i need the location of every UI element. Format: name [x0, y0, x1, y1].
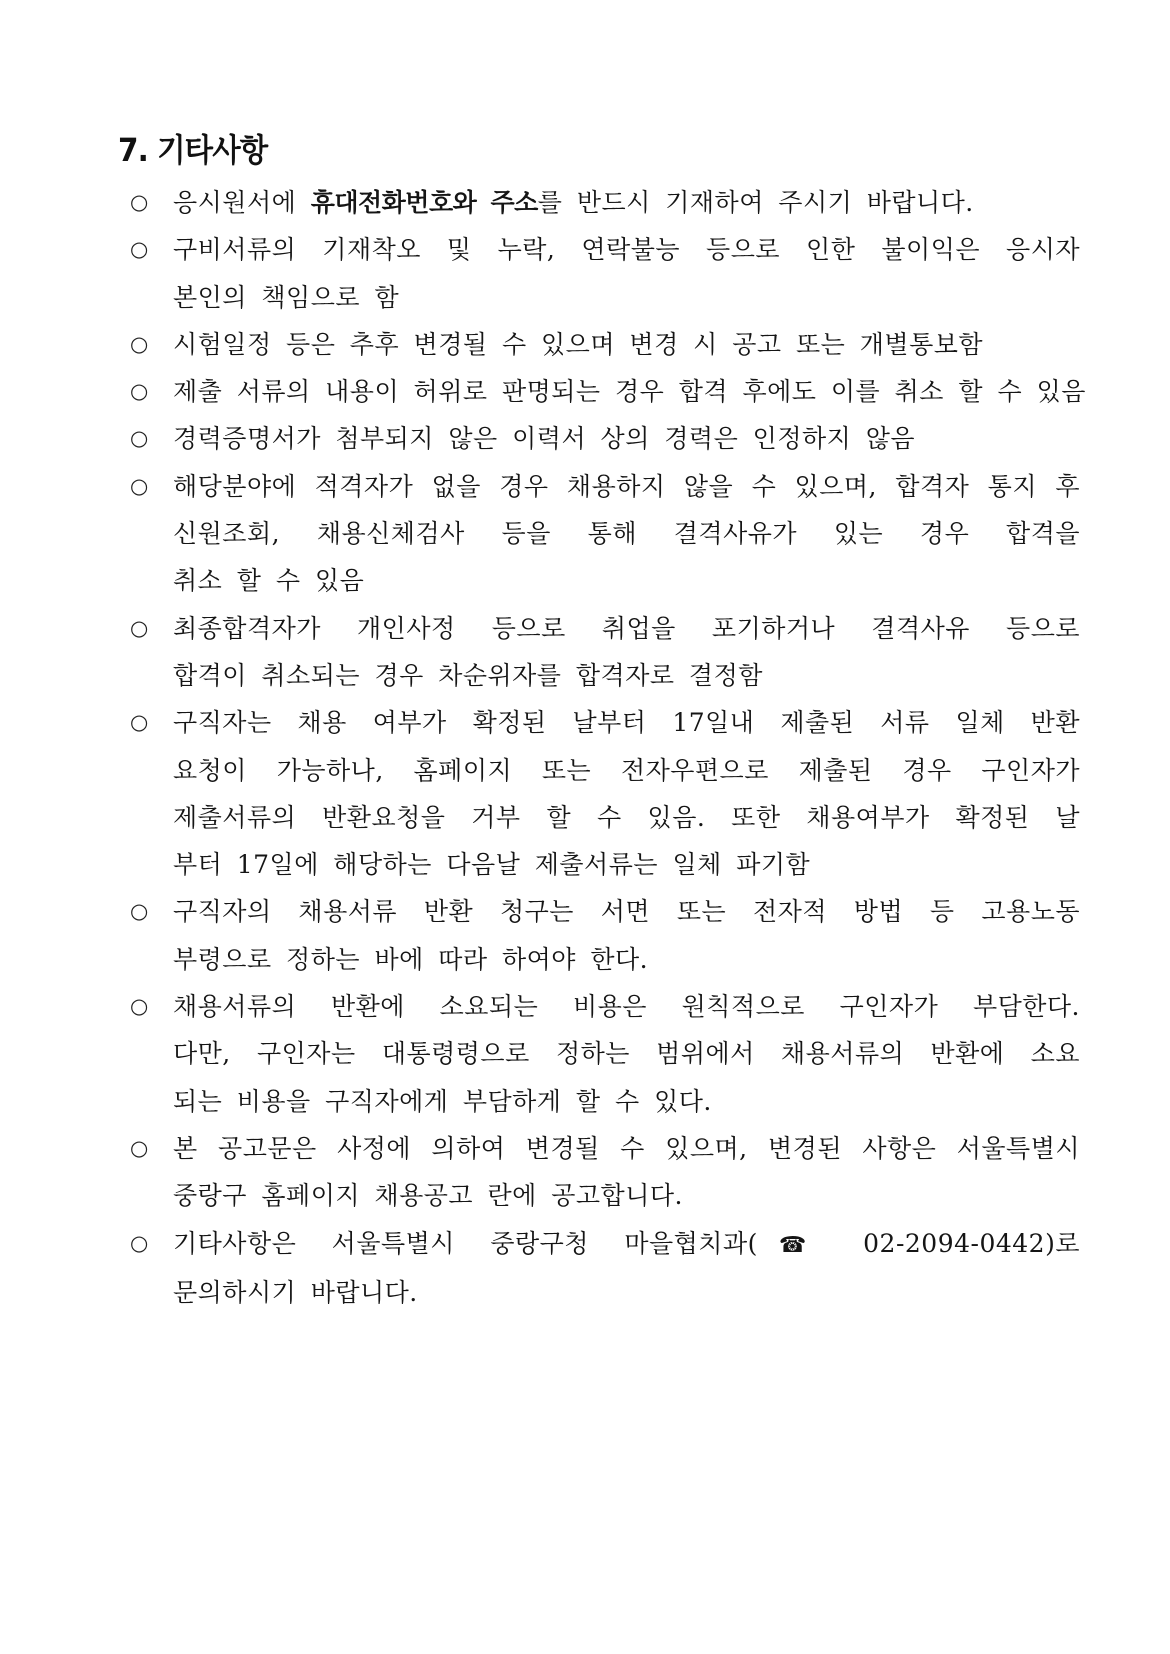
- circle-bullet-icon: ○: [130, 710, 149, 735]
- circle-bullet-icon: ○: [130, 899, 149, 924]
- list-item-line: 중랑구 홈페이지 채용공고 란에 공고합니다.: [173, 1181, 683, 1211]
- list-item: [130, 1125, 1080, 1220]
- circle-bullet-icon: ○: [130, 1135, 149, 1160]
- text-segment: 기타사항은 서울특별시 중랑구청 마을협치과(: [173, 1228, 758, 1258]
- text-segment: 02-2094-0442)로: [827, 1228, 1080, 1258]
- list-item-line: 본 공고문은 사정에 의하여 변경될 수 있으며, 변경된 사항은 서울특별시: [173, 1133, 1080, 1163]
- notice-list: [130, 179, 1086, 1316]
- circle-bullet-icon: ○: [130, 379, 149, 404]
- circle-bullet-icon: ○: [130, 473, 149, 498]
- list-item: [130, 605, 1080, 700]
- circle-bullet-icon: ○: [130, 331, 149, 356]
- list-item-line: 부터 17일에 해당하는 다음날 제출서류는 일체 파기함: [173, 850, 811, 880]
- text-segment: 를 반드시 기재하여 주시기 바랍니다.: [537, 188, 974, 217]
- list-item-line: 부령으로 정하는 바에 따라 하여야 한다.: [173, 944, 649, 974]
- circle-bullet-icon: ○: [130, 994, 149, 1019]
- circle-bullet-icon: ○: [130, 1230, 149, 1255]
- list-item-line: 최종합격자가 개인사정 등으로 취업을 포기하거나 결격사유 등으로: [173, 613, 1080, 643]
- list-item: [130, 1220, 1080, 1317]
- section-title: 7. 기타사항: [118, 131, 268, 169]
- list-item-line: [173, 179, 1080, 226]
- list-item-line: 요청이 가능하나, 홈페이지 또는 전자우편으로 제출된 경우 구인자가: [173, 755, 1080, 785]
- list-item-line: 구직자는 채용 여부가 확정된 날부터 17일내 제출된 서류 일체 반환: [173, 708, 1080, 738]
- list-item-line: 시험일정 등은 추후 변경될 수 있으며 변경 시 공고 또는 개별통보함: [173, 329, 984, 359]
- list-item-line: 채용서류의 반환에 소요되는 비용은 원칙적으로 구인자가 부담한다.: [173, 992, 1080, 1022]
- list-item: [130, 983, 1080, 1125]
- list-item-line: 제출 서류의 내용이 허위로 판명되는 경우 합격 후에도 이를 취소 할 수 있음: [173, 377, 1086, 407]
- list-item-line: 구비서류의 기재착오 및 누락, 연락불능 등으로 인한 불이익은 응시자: [173, 235, 1080, 265]
- list-item-line: 해당분야에 적격자가 없을 경우 채용하지 않을 수 있으며, 합격자 통지 후: [173, 471, 1080, 501]
- list-item-line: 본인의 책임으로 함: [173, 282, 400, 312]
- list-item-line: 구직자의 채용서류 반환 청구는 서면 또는 전자적 방법 등 고용노동: [173, 897, 1080, 927]
- list-item: [130, 179, 1080, 226]
- list-item-line: 제출서류의 반환요청을 거부 할 수 있음. 또한 채용여부가 확정된 날: [173, 802, 1080, 832]
- phone-icon: ☎: [757, 1232, 828, 1258]
- list-item-line: 경력증명서가 첨부되지 않은 이력서 상의 경력은 인정하지 않음: [173, 424, 916, 454]
- list-item-line: 합격이 취소되는 경우 차순위자를 합격자로 결정함: [173, 660, 763, 690]
- list-item-line: 취소 할 수 있음: [173, 566, 365, 596]
- list-item-line: 다만, 구인자는 대통령령으로 정하는 범위에서 채용서류의 반환에 소요: [173, 1039, 1080, 1069]
- list-item: [130, 368, 1086, 415]
- circle-bullet-icon: ○: [130, 190, 149, 214]
- list-item: [130, 888, 1080, 983]
- circle-bullet-icon: ○: [130, 615, 149, 640]
- list-item-line: 문의하시기 바랍니다.: [173, 1277, 418, 1307]
- list-item: [130, 699, 1080, 888]
- emphasized-text: 휴대전화번호와 주소: [310, 188, 538, 217]
- circle-bullet-icon: ○: [130, 426, 149, 451]
- list-item: [130, 321, 1080, 368]
- list-item-line: 되는 비용을 구직자에게 부담하게 할 수 있다.: [173, 1086, 712, 1116]
- list-item: [130, 415, 1080, 462]
- text-segment: 응시원서에: [173, 188, 311, 217]
- list-item-line: 신원조회, 채용신체검사 등을 통해 결격사유가 있는 경우 합격을: [173, 519, 1080, 549]
- circle-bullet-icon: ○: [130, 237, 149, 262]
- list-item: [130, 463, 1080, 605]
- list-item: [130, 226, 1080, 321]
- list-item-line: [173, 1220, 1080, 1269]
